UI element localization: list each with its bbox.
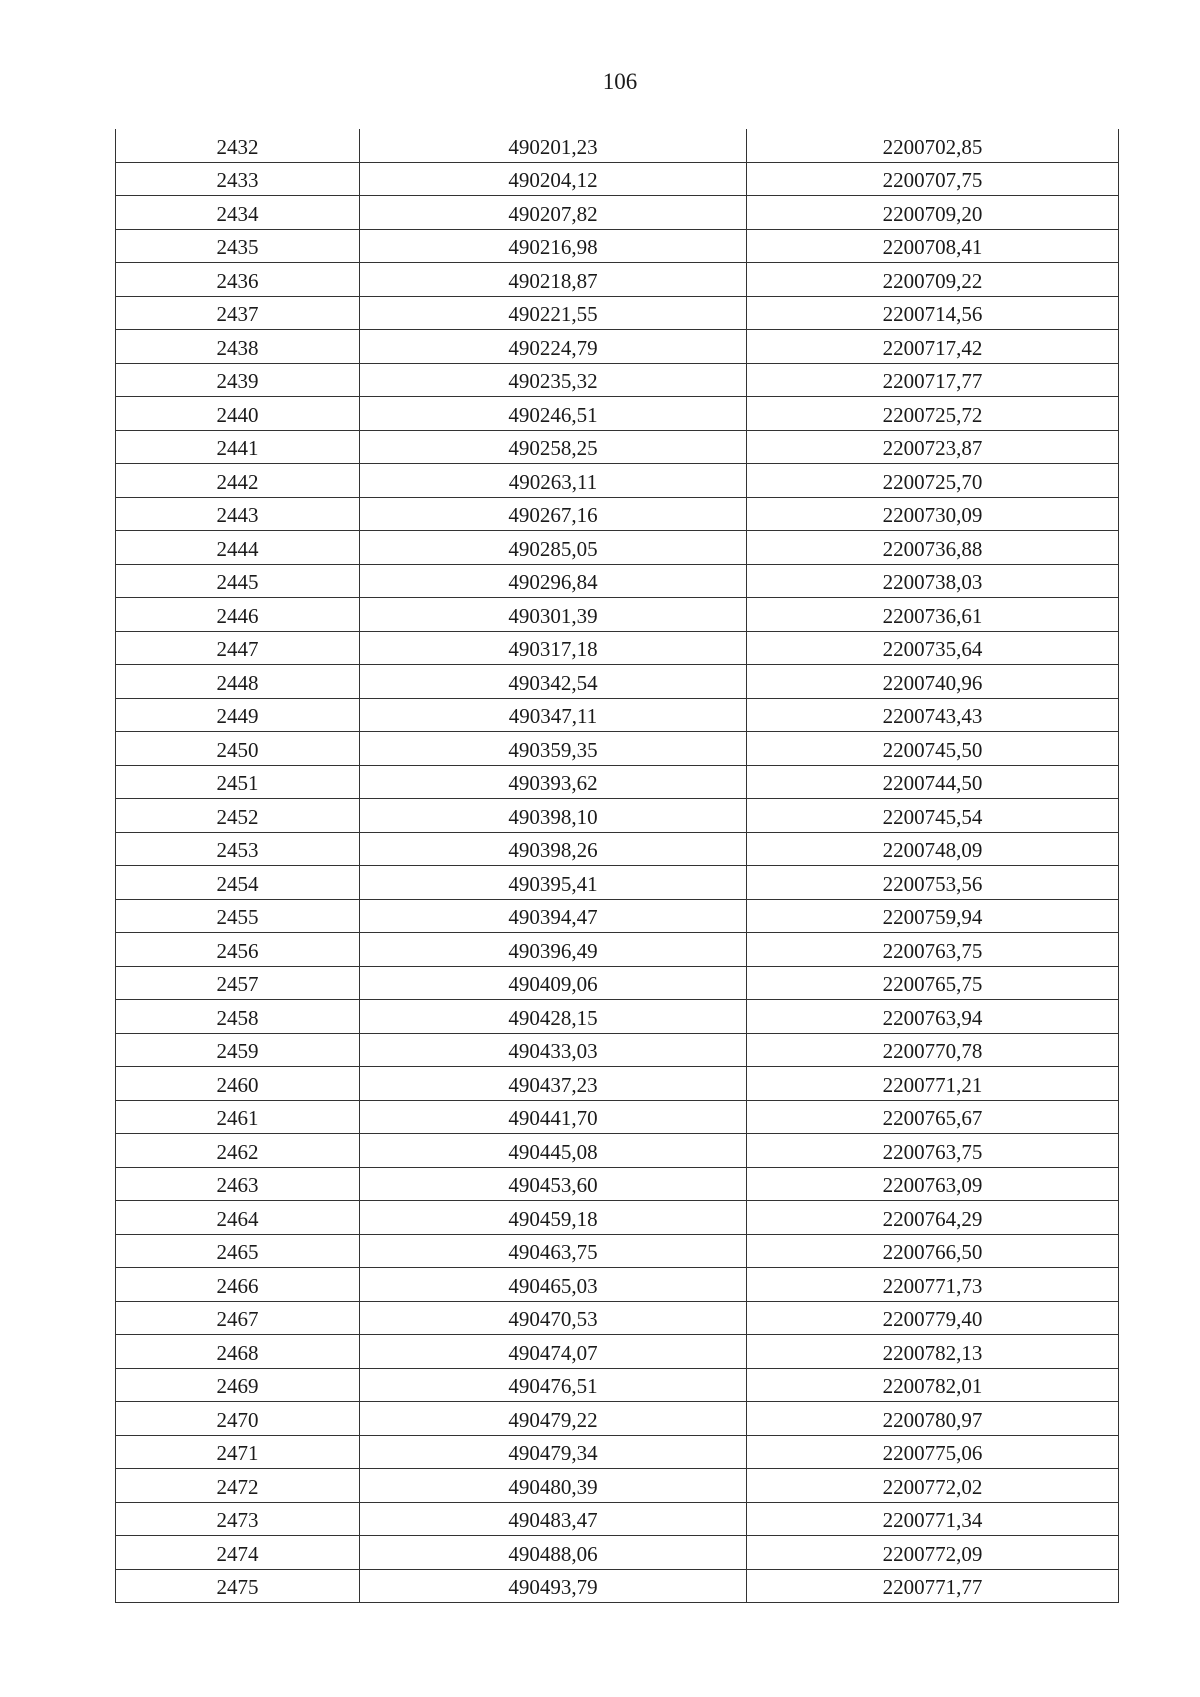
point-number-cell: 2463: [116, 1167, 360, 1201]
table-row: [116, 866, 1119, 900]
point-number-cell: 2454: [116, 866, 360, 900]
table-row: [116, 1100, 1119, 1134]
x-coordinate-cell: 490235,32: [360, 363, 747, 397]
y-coordinate-cell: 2200764,29: [747, 1201, 1119, 1235]
point-number-cell: 2440: [116, 397, 360, 431]
coordinates-table-body: [116, 129, 1119, 1603]
table-row: [116, 665, 1119, 699]
y-coordinate-cell: 2200763,75: [747, 1134, 1119, 1168]
x-coordinate-cell: 490359,35: [360, 732, 747, 766]
x-coordinate-cell: 490476,51: [360, 1368, 747, 1402]
y-coordinate-cell: 2200707,75: [747, 162, 1119, 196]
y-coordinate-cell: 2200782,13: [747, 1335, 1119, 1369]
y-coordinate-cell: 2200765,75: [747, 966, 1119, 1000]
point-number-cell: 2450: [116, 732, 360, 766]
table-row: [116, 698, 1119, 732]
y-coordinate-cell: 2200708,41: [747, 229, 1119, 263]
x-coordinate-cell: 490221,55: [360, 296, 747, 330]
table-row: [116, 1167, 1119, 1201]
y-coordinate-cell: 2200725,72: [747, 397, 1119, 431]
y-coordinate-cell: 2200771,73: [747, 1268, 1119, 1302]
table-row: [116, 631, 1119, 665]
coordinates-table: [115, 129, 1119, 1603]
table-row: [116, 1368, 1119, 1402]
table-row: [116, 1067, 1119, 1101]
x-coordinate-cell: 490493,79: [360, 1569, 747, 1603]
x-coordinate-cell: 490488,06: [360, 1536, 747, 1570]
y-coordinate-cell: 2200723,87: [747, 430, 1119, 464]
table-row: [116, 196, 1119, 230]
x-coordinate-cell: 490463,75: [360, 1234, 747, 1268]
table-row: [116, 1234, 1119, 1268]
table-row: [116, 129, 1119, 162]
y-coordinate-cell: 2200779,40: [747, 1301, 1119, 1335]
x-coordinate-cell: 490428,15: [360, 1000, 747, 1034]
point-number-cell: 2465: [116, 1234, 360, 1268]
y-coordinate-cell: 2200770,78: [747, 1033, 1119, 1067]
table-row: [116, 598, 1119, 632]
point-number-cell: 2437: [116, 296, 360, 330]
table-row: [116, 497, 1119, 531]
point-number-cell: 2436: [116, 263, 360, 297]
table-row: [116, 1335, 1119, 1369]
y-coordinate-cell: 2200775,06: [747, 1435, 1119, 1469]
x-coordinate-cell: 490479,34: [360, 1435, 747, 1469]
x-coordinate-cell: 490246,51: [360, 397, 747, 431]
x-coordinate-cell: 490459,18: [360, 1201, 747, 1235]
x-coordinate-cell: 490218,87: [360, 263, 747, 297]
point-number-cell: 2467: [116, 1301, 360, 1335]
table-row: [116, 531, 1119, 565]
point-number-cell: 2455: [116, 899, 360, 933]
table-row: [116, 832, 1119, 866]
table-row: [116, 229, 1119, 263]
table-row: [116, 732, 1119, 766]
table-row: [116, 1134, 1119, 1168]
table-row: [116, 1301, 1119, 1335]
point-number-cell: 2446: [116, 598, 360, 632]
x-coordinate-cell: 490395,41: [360, 866, 747, 900]
y-coordinate-cell: 2200771,21: [747, 1067, 1119, 1101]
point-number-cell: 2438: [116, 330, 360, 364]
table-row: [116, 464, 1119, 498]
y-coordinate-cell: 2200745,50: [747, 732, 1119, 766]
table-row: [116, 1469, 1119, 1503]
point-number-cell: 2466: [116, 1268, 360, 1302]
y-coordinate-cell: 2200771,34: [747, 1502, 1119, 1536]
x-coordinate-cell: 490453,60: [360, 1167, 747, 1201]
table-row: [116, 1402, 1119, 1436]
point-number-cell: 2444: [116, 531, 360, 565]
x-coordinate-cell: 490479,22: [360, 1402, 747, 1436]
x-coordinate-cell: 490437,23: [360, 1067, 747, 1101]
y-coordinate-cell: 2200748,09: [747, 832, 1119, 866]
point-number-cell: 2474: [116, 1536, 360, 1570]
x-coordinate-cell: 490301,39: [360, 598, 747, 632]
x-coordinate-cell: 490347,11: [360, 698, 747, 732]
table-row: [116, 162, 1119, 196]
x-coordinate-cell: 490441,70: [360, 1100, 747, 1134]
y-coordinate-cell: 2200717,77: [747, 363, 1119, 397]
x-coordinate-cell: 490465,03: [360, 1268, 747, 1302]
point-number-cell: 2449: [116, 698, 360, 732]
y-coordinate-cell: 2200743,43: [747, 698, 1119, 732]
table-row: [116, 1536, 1119, 1570]
y-coordinate-cell: 2200744,50: [747, 765, 1119, 799]
table-row: [116, 296, 1119, 330]
x-coordinate-cell: 490483,47: [360, 1502, 747, 1536]
point-number-cell: 2470: [116, 1402, 360, 1436]
x-coordinate-cell: 490224,79: [360, 330, 747, 364]
x-coordinate-cell: 490470,53: [360, 1301, 747, 1335]
y-coordinate-cell: 2200772,09: [747, 1536, 1119, 1570]
y-coordinate-cell: 2200738,03: [747, 564, 1119, 598]
table-row: [116, 899, 1119, 933]
y-coordinate-cell: 2200772,02: [747, 1469, 1119, 1503]
x-coordinate-cell: 490204,12: [360, 162, 747, 196]
table-row: [116, 263, 1119, 297]
y-coordinate-cell: 2200736,61: [747, 598, 1119, 632]
y-coordinate-cell: 2200759,94: [747, 899, 1119, 933]
table-row: [116, 799, 1119, 833]
x-coordinate-cell: 490285,05: [360, 531, 747, 565]
point-number-cell: 2434: [116, 196, 360, 230]
point-number-cell: 2456: [116, 933, 360, 967]
y-coordinate-cell: 2200709,22: [747, 263, 1119, 297]
x-coordinate-cell: 490396,49: [360, 933, 747, 967]
y-coordinate-cell: 2200740,96: [747, 665, 1119, 699]
y-coordinate-cell: 2200714,56: [747, 296, 1119, 330]
y-coordinate-cell: 2200736,88: [747, 531, 1119, 565]
point-number-cell: 2462: [116, 1134, 360, 1168]
x-coordinate-cell: 490296,84: [360, 564, 747, 598]
x-coordinate-cell: 490394,47: [360, 899, 747, 933]
x-coordinate-cell: 490398,10: [360, 799, 747, 833]
point-number-cell: 2461: [116, 1100, 360, 1134]
point-number-cell: 2458: [116, 1000, 360, 1034]
x-coordinate-cell: 490342,54: [360, 665, 747, 699]
table-row: [116, 1268, 1119, 1302]
x-coordinate-cell: 490258,25: [360, 430, 747, 464]
point-number-cell: 2433: [116, 162, 360, 196]
point-number-cell: 2453: [116, 832, 360, 866]
x-coordinate-cell: 490433,03: [360, 1033, 747, 1067]
y-coordinate-cell: 2200735,64: [747, 631, 1119, 665]
y-coordinate-cell: 2200782,01: [747, 1368, 1119, 1402]
point-number-cell: 2469: [116, 1368, 360, 1402]
table-row: [116, 363, 1119, 397]
point-number-cell: 2475: [116, 1569, 360, 1603]
point-number-cell: 2452: [116, 799, 360, 833]
point-number-cell: 2473: [116, 1502, 360, 1536]
x-coordinate-cell: 490201,23: [360, 129, 747, 162]
x-coordinate-cell: 490398,26: [360, 832, 747, 866]
point-number-cell: 2448: [116, 665, 360, 699]
point-number-cell: 2460: [116, 1067, 360, 1101]
point-number-cell: 2451: [116, 765, 360, 799]
y-coordinate-cell: 2200702,85: [747, 129, 1119, 162]
table-row: [116, 1569, 1119, 1603]
point-number-cell: 2472: [116, 1469, 360, 1503]
x-coordinate-cell: 490474,07: [360, 1335, 747, 1369]
point-number-cell: 2432: [116, 129, 360, 162]
y-coordinate-cell: 2200717,42: [747, 330, 1119, 364]
x-coordinate-cell: 490445,08: [360, 1134, 747, 1168]
x-coordinate-cell: 490317,18: [360, 631, 747, 665]
y-coordinate-cell: 2200709,20: [747, 196, 1119, 230]
point-number-cell: 2471: [116, 1435, 360, 1469]
y-coordinate-cell: 2200763,09: [747, 1167, 1119, 1201]
table-row: [116, 330, 1119, 364]
table-row: [116, 397, 1119, 431]
table-row: [116, 933, 1119, 967]
point-number-cell: 2457: [116, 966, 360, 1000]
y-coordinate-cell: 2200730,09: [747, 497, 1119, 531]
x-coordinate-cell: 490207,82: [360, 196, 747, 230]
x-coordinate-cell: 490216,98: [360, 229, 747, 263]
point-number-cell: 2447: [116, 631, 360, 665]
point-number-cell: 2441: [116, 430, 360, 464]
y-coordinate-cell: 2200780,97: [747, 1402, 1119, 1436]
table-row: [116, 1502, 1119, 1536]
y-coordinate-cell: 2200763,94: [747, 1000, 1119, 1034]
table-row: [116, 430, 1119, 464]
point-number-cell: 2442: [116, 464, 360, 498]
x-coordinate-cell: 490409,06: [360, 966, 747, 1000]
table-row: [116, 1435, 1119, 1469]
x-coordinate-cell: 490480,39: [360, 1469, 747, 1503]
x-coordinate-cell: 490267,16: [360, 497, 747, 531]
table-row: [116, 1033, 1119, 1067]
point-number-cell: 2459: [116, 1033, 360, 1067]
point-number-cell: 2439: [116, 363, 360, 397]
x-coordinate-cell: 490393,62: [360, 765, 747, 799]
y-coordinate-cell: 2200725,70: [747, 464, 1119, 498]
point-number-cell: 2464: [116, 1201, 360, 1235]
y-coordinate-cell: 2200753,56: [747, 866, 1119, 900]
y-coordinate-cell: 2200771,77: [747, 1569, 1119, 1603]
y-coordinate-cell: 2200766,50: [747, 1234, 1119, 1268]
point-number-cell: 2435: [116, 229, 360, 263]
table-row: [116, 1201, 1119, 1235]
y-coordinate-cell: 2200763,75: [747, 933, 1119, 967]
table-row: [116, 765, 1119, 799]
table-row: [116, 564, 1119, 598]
table-row: [116, 966, 1119, 1000]
y-coordinate-cell: 2200765,67: [747, 1100, 1119, 1134]
point-number-cell: 2443: [116, 497, 360, 531]
page-number: 106: [602, 69, 638, 94]
x-coordinate-cell: 490263,11: [360, 464, 747, 498]
y-coordinate-cell: 2200745,54: [747, 799, 1119, 833]
table-row: [116, 1000, 1119, 1034]
point-number-cell: 2445: [116, 564, 360, 598]
point-number-cell: 2468: [116, 1335, 360, 1369]
